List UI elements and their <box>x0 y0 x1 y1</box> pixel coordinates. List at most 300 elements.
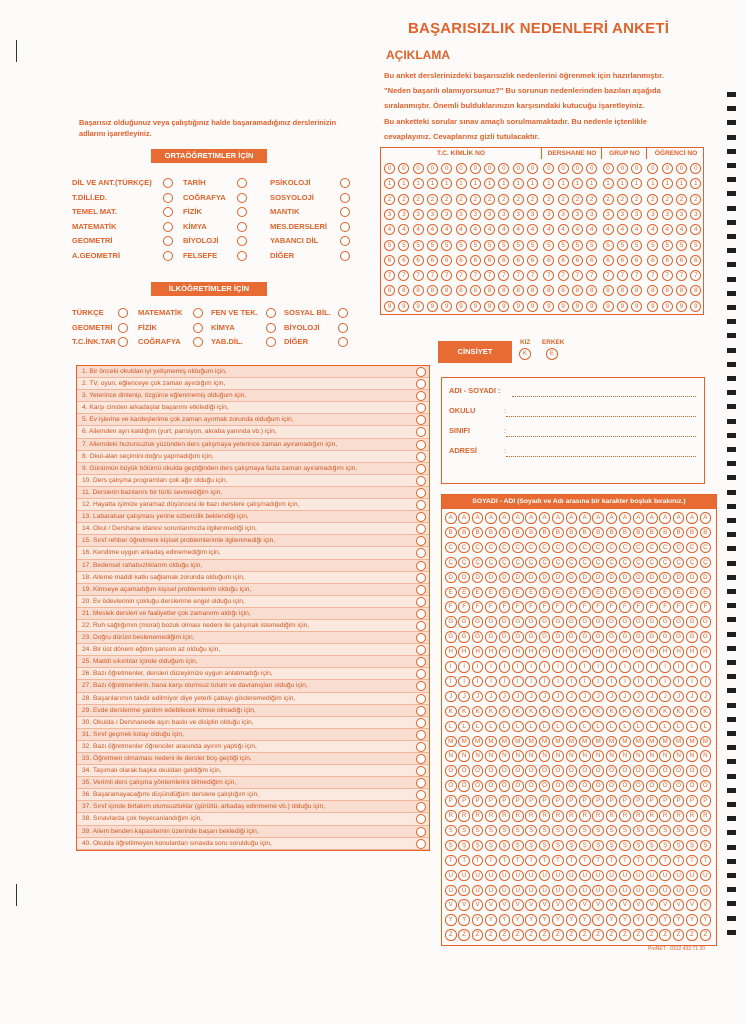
letter-bubble[interactable]: Z <box>633 929 645 941</box>
digit-bubble[interactable]: 7 <box>676 270 687 281</box>
digit-bubble[interactable]: 2 <box>662 194 673 205</box>
digit-bubble[interactable]: 4 <box>527 224 538 235</box>
letter-bubble[interactable]: Ç <box>458 557 470 569</box>
letter-bubble[interactable]: T <box>472 855 484 867</box>
letter-bubble[interactable]: A <box>606 512 618 524</box>
letter-bubble[interactable]: Y <box>579 914 591 926</box>
letter-bubble[interactable]: Ş <box>686 840 698 852</box>
letter-bubble[interactable]: Ö <box>700 780 712 792</box>
digit-bubble[interactable]: 8 <box>484 285 495 296</box>
letter-bubble[interactable]: İ <box>445 676 457 688</box>
letter-bubble[interactable]: T <box>458 855 470 867</box>
letter-bubble[interactable]: Z <box>700 929 712 941</box>
letter-bubble[interactable]: V <box>646 899 658 911</box>
subject-bubble[interactable] <box>118 337 128 347</box>
letter-bubble[interactable]: Ö <box>552 780 564 792</box>
letter-bubble[interactable]: Ç <box>700 557 712 569</box>
letter-bubble[interactable]: N <box>606 750 618 762</box>
digit-bubble[interactable]: 0 <box>413 163 424 174</box>
letter-bubble[interactable]: G <box>566 616 578 628</box>
digit-bubble[interactable]: 9 <box>498 301 509 312</box>
letter-bubble[interactable]: T <box>579 855 591 867</box>
digit-bubble[interactable]: 7 <box>617 270 628 281</box>
question-bubble[interactable] <box>416 621 426 631</box>
letter-bubble[interactable]: I <box>592 661 604 673</box>
letter-bubble[interactable]: M <box>472 736 484 748</box>
question-bubble[interactable] <box>416 488 426 498</box>
letter-bubble[interactable]: İ <box>619 676 631 688</box>
letter-bubble[interactable]: Ç <box>673 557 685 569</box>
letter-bubble[interactable]: G <box>700 616 712 628</box>
question-bubble[interactable] <box>416 609 426 619</box>
letter-bubble[interactable]: O <box>566 765 578 777</box>
letter-bubble[interactable]: Ü <box>606 885 618 897</box>
digit-bubble[interactable]: 0 <box>427 163 438 174</box>
letter-bubble[interactable]: C <box>606 542 618 554</box>
letter-bubble[interactable]: A <box>579 512 591 524</box>
letter-bubble[interactable]: Z <box>458 929 470 941</box>
letter-bubble[interactable]: C <box>472 542 484 554</box>
subject-bubble[interactable] <box>237 222 247 232</box>
letter-bubble[interactable]: Y <box>485 914 497 926</box>
letter-bubble[interactable]: Ç <box>633 557 645 569</box>
digit-bubble[interactable]: 7 <box>456 270 467 281</box>
letter-bubble[interactable]: M <box>673 736 685 748</box>
letter-bubble[interactable]: L <box>458 721 470 733</box>
letter-bubble[interactable]: E <box>458 587 470 599</box>
letter-bubble[interactable]: O <box>606 765 618 777</box>
letter-bubble[interactable]: Y <box>499 914 511 926</box>
letter-bubble[interactable]: Ü <box>512 885 524 897</box>
digit-bubble[interactable]: 4 <box>484 224 495 235</box>
letter-bubble[interactable]: K <box>512 706 524 718</box>
letter-bubble[interactable]: Ç <box>646 557 658 569</box>
letter-bubble[interactable]: U <box>673 870 685 882</box>
digit-bubble[interactable]: 0 <box>441 163 452 174</box>
letter-bubble[interactable]: Ü <box>659 885 671 897</box>
letter-bubble[interactable]: O <box>485 765 497 777</box>
letter-bubble[interactable]: O <box>633 765 645 777</box>
digit-bubble[interactable]: 0 <box>527 163 538 174</box>
letter-bubble[interactable]: L <box>525 721 537 733</box>
letter-bubble[interactable]: J <box>472 691 484 703</box>
letter-bubble[interactable]: N <box>646 750 658 762</box>
letter-bubble[interactable]: K <box>700 706 712 718</box>
letter-bubble[interactable]: Ö <box>579 780 591 792</box>
subject-bubble[interactable] <box>118 308 128 318</box>
digit-bubble[interactable]: 6 <box>572 255 583 266</box>
letter-bubble[interactable]: R <box>499 810 511 822</box>
letter-bubble[interactable]: Ş <box>552 840 564 852</box>
letter-bubble[interactable]: M <box>552 736 564 748</box>
digit-bubble[interactable]: 9 <box>572 301 583 312</box>
letter-bubble[interactable]: E <box>619 587 631 599</box>
letter-bubble[interactable]: P <box>673 795 685 807</box>
digit-bubble[interactable]: 4 <box>662 224 673 235</box>
letter-bubble[interactable]: F <box>512 601 524 613</box>
letter-bubble[interactable]: M <box>566 736 578 748</box>
letter-bubble[interactable]: F <box>633 601 645 613</box>
letter-bubble[interactable]: N <box>592 750 604 762</box>
letter-bubble[interactable]: C <box>592 542 604 554</box>
digit-bubble[interactable]: 9 <box>617 301 628 312</box>
letter-bubble[interactable]: S <box>592 825 604 837</box>
question-bubble[interactable] <box>416 440 426 450</box>
letter-bubble[interactable]: Z <box>592 929 604 941</box>
letter-bubble[interactable]: Ç <box>606 557 618 569</box>
letter-bubble[interactable]: I <box>579 661 591 673</box>
digit-bubble[interactable]: 0 <box>558 163 569 174</box>
letter-bubble[interactable]: K <box>673 706 685 718</box>
digit-bubble[interactable]: 4 <box>617 224 628 235</box>
letter-bubble[interactable]: V <box>485 899 497 911</box>
letter-bubble[interactable]: E <box>512 587 524 599</box>
letter-bubble[interactable]: A <box>472 512 484 524</box>
digit-bubble[interactable]: 0 <box>603 163 614 174</box>
digit-bubble[interactable]: 4 <box>513 224 524 235</box>
letter-bubble[interactable]: O <box>579 765 591 777</box>
digit-bubble[interactable]: 9 <box>384 301 395 312</box>
letter-bubble[interactable]: V <box>619 899 631 911</box>
letter-bubble[interactable]: C <box>659 542 671 554</box>
digit-bubble[interactable]: 8 <box>690 285 701 296</box>
letter-bubble[interactable]: M <box>686 736 698 748</box>
digit-bubble[interactable]: 3 <box>690 209 701 220</box>
letter-bubble[interactable]: D <box>499 572 511 584</box>
digit-bubble[interactable]: 2 <box>631 194 642 205</box>
digit-bubble[interactable]: 9 <box>484 301 495 312</box>
digit-bubble[interactable]: 1 <box>647 178 658 189</box>
letter-bubble[interactable]: Z <box>512 929 524 941</box>
letter-bubble[interactable]: C <box>458 542 470 554</box>
gender-female-bubble[interactable]: K <box>519 348 531 360</box>
letter-bubble[interactable]: Y <box>659 914 671 926</box>
digit-bubble[interactable]: 4 <box>631 224 642 235</box>
letter-bubble[interactable]: R <box>633 810 645 822</box>
letter-bubble[interactable]: S <box>619 825 631 837</box>
letter-bubble[interactable]: C <box>673 542 685 554</box>
letter-bubble[interactable]: Ğ <box>619 631 631 643</box>
digit-bubble[interactable]: 6 <box>441 255 452 266</box>
subject-bubble[interactable] <box>340 236 350 246</box>
letter-bubble[interactable]: N <box>512 750 524 762</box>
letter-bubble[interactable]: D <box>673 572 685 584</box>
letter-bubble[interactable]: N <box>525 750 537 762</box>
letter-bubble[interactable]: Y <box>552 914 564 926</box>
letter-bubble[interactable]: Ç <box>485 557 497 569</box>
digit-bubble[interactable]: 0 <box>617 163 628 174</box>
letter-bubble[interactable]: V <box>552 899 564 911</box>
letter-bubble[interactable]: H <box>525 646 537 658</box>
digit-bubble[interactable]: 3 <box>603 209 614 220</box>
question-bubble[interactable] <box>416 379 426 389</box>
letter-bubble[interactable]: I <box>606 661 618 673</box>
letter-bubble[interactable]: Ö <box>525 780 537 792</box>
letter-bubble[interactable]: R <box>700 810 712 822</box>
letter-bubble[interactable]: K <box>566 706 578 718</box>
letter-bubble[interactable]: Ü <box>539 885 551 897</box>
letter-bubble[interactable]: F <box>659 601 671 613</box>
letter-bubble[interactable]: İ <box>539 676 551 688</box>
letter-bubble[interactable]: R <box>646 810 658 822</box>
letter-bubble[interactable]: B <box>458 527 470 539</box>
letter-bubble[interactable]: Ö <box>673 780 685 792</box>
digit-bubble[interactable]: 6 <box>603 255 614 266</box>
digit-bubble[interactable]: 8 <box>513 285 524 296</box>
subject-bubble[interactable] <box>163 236 173 246</box>
letter-bubble[interactable]: R <box>458 810 470 822</box>
letter-bubble[interactable]: L <box>566 721 578 733</box>
letter-bubble[interactable]: S <box>686 825 698 837</box>
digit-bubble[interactable]: 1 <box>498 178 509 189</box>
letter-bubble[interactable]: P <box>552 795 564 807</box>
subject-bubble[interactable] <box>266 337 276 347</box>
letter-bubble[interactable]: Y <box>619 914 631 926</box>
letter-bubble[interactable]: F <box>686 601 698 613</box>
letter-bubble[interactable]: L <box>552 721 564 733</box>
letter-bubble[interactable]: Ğ <box>566 631 578 643</box>
letter-bubble[interactable]: Ğ <box>633 631 645 643</box>
digit-bubble[interactable]: 7 <box>558 270 569 281</box>
letter-bubble[interactable]: C <box>646 542 658 554</box>
digit-bubble[interactable]: 2 <box>413 194 424 205</box>
letter-bubble[interactable]: C <box>525 542 537 554</box>
digit-bubble[interactable]: 7 <box>470 270 481 281</box>
letter-bubble[interactable]: P <box>472 795 484 807</box>
letter-bubble[interactable]: F <box>539 601 551 613</box>
letter-bubble[interactable]: T <box>686 855 698 867</box>
digit-bubble[interactable]: 6 <box>413 255 424 266</box>
question-bubble[interactable] <box>416 585 426 595</box>
letter-bubble[interactable]: O <box>686 765 698 777</box>
letter-bubble[interactable]: L <box>606 721 618 733</box>
letter-bubble[interactable]: T <box>592 855 604 867</box>
letter-bubble[interactable]: Z <box>659 929 671 941</box>
question-bubble[interactable] <box>416 790 426 800</box>
letter-bubble[interactable]: N <box>700 750 712 762</box>
question-bubble[interactable] <box>416 742 426 752</box>
question-bubble[interactable] <box>416 839 426 849</box>
letter-bubble[interactable]: J <box>458 691 470 703</box>
letter-bubble[interactable]: U <box>512 870 524 882</box>
letter-bubble[interactable]: B <box>633 527 645 539</box>
letter-bubble[interactable]: A <box>458 512 470 524</box>
letter-bubble[interactable]: I <box>673 661 685 673</box>
letter-bubble[interactable]: Ü <box>458 885 470 897</box>
subject-bubble[interactable] <box>338 308 348 318</box>
letter-bubble[interactable]: R <box>445 810 457 822</box>
letter-bubble[interactable]: B <box>619 527 631 539</box>
digit-bubble[interactable]: 4 <box>676 224 687 235</box>
letter-bubble[interactable]: U <box>485 870 497 882</box>
letter-bubble[interactable]: Ö <box>619 780 631 792</box>
digit-bubble[interactable]: 5 <box>527 240 538 251</box>
digit-bubble[interactable]: 5 <box>662 240 673 251</box>
digit-bubble[interactable]: 9 <box>586 301 597 312</box>
letter-bubble[interactable]: Ş <box>619 840 631 852</box>
question-bubble[interactable] <box>416 415 426 425</box>
letter-bubble[interactable]: Ş <box>512 840 524 852</box>
letter-bubble[interactable]: A <box>552 512 564 524</box>
question-bubble[interactable] <box>416 391 426 401</box>
letter-bubble[interactable]: H <box>472 646 484 658</box>
letter-bubble[interactable]: Ş <box>579 840 591 852</box>
letter-bubble[interactable]: M <box>525 736 537 748</box>
letter-bubble[interactable]: E <box>539 587 551 599</box>
letter-bubble[interactable]: C <box>566 542 578 554</box>
letter-bubble[interactable]: Y <box>673 914 685 926</box>
digit-bubble[interactable]: 8 <box>398 285 409 296</box>
letter-bubble[interactable]: Ö <box>485 780 497 792</box>
letter-bubble[interactable]: V <box>592 899 604 911</box>
letter-bubble[interactable]: H <box>659 646 671 658</box>
letter-bubble[interactable]: Ö <box>445 780 457 792</box>
digit-bubble[interactable]: 1 <box>441 178 452 189</box>
letter-bubble[interactable]: U <box>606 870 618 882</box>
digit-bubble[interactable]: 6 <box>527 255 538 266</box>
letter-bubble[interactable]: Y <box>512 914 524 926</box>
letter-bubble[interactable]: K <box>539 706 551 718</box>
letter-bubble[interactable]: Ğ <box>673 631 685 643</box>
digit-bubble[interactable]: 5 <box>617 240 628 251</box>
digit-bubble[interactable]: 0 <box>647 163 658 174</box>
digit-bubble[interactable]: 2 <box>441 194 452 205</box>
letter-bubble[interactable]: H <box>579 646 591 658</box>
subject-bubble[interactable] <box>340 193 350 203</box>
letter-bubble[interactable]: C <box>579 542 591 554</box>
letter-bubble[interactable]: V <box>566 899 578 911</box>
letter-bubble[interactable]: Ö <box>566 780 578 792</box>
letter-bubble[interactable]: S <box>606 825 618 837</box>
question-bubble[interactable] <box>416 464 426 474</box>
subject-bubble[interactable] <box>193 323 203 333</box>
letter-bubble[interactable]: H <box>686 646 698 658</box>
digit-bubble[interactable]: 3 <box>456 209 467 220</box>
letter-bubble[interactable]: L <box>485 721 497 733</box>
digit-bubble[interactable]: 4 <box>427 224 438 235</box>
letter-bubble[interactable]: A <box>539 512 551 524</box>
letter-bubble[interactable]: P <box>499 795 511 807</box>
digit-bubble[interactable]: 4 <box>498 224 509 235</box>
digit-bubble[interactable]: 1 <box>617 178 628 189</box>
letter-bubble[interactable]: Ö <box>686 780 698 792</box>
letter-bubble[interactable]: U <box>700 870 712 882</box>
digit-bubble[interactable]: 9 <box>427 301 438 312</box>
letter-bubble[interactable]: P <box>592 795 604 807</box>
letter-bubble[interactable]: Ö <box>499 780 511 792</box>
letter-bubble[interactable]: P <box>539 795 551 807</box>
question-bubble[interactable] <box>416 694 426 704</box>
letter-bubble[interactable]: D <box>606 572 618 584</box>
letter-bubble[interactable]: J <box>673 691 685 703</box>
digit-bubble[interactable]: 6 <box>558 255 569 266</box>
letter-bubble[interactable]: İ <box>552 676 564 688</box>
question-bubble[interactable] <box>416 827 426 837</box>
letter-bubble[interactable]: J <box>499 691 511 703</box>
subject-bubble[interactable] <box>340 207 350 217</box>
letter-bubble[interactable]: T <box>525 855 537 867</box>
subject-bubble[interactable] <box>340 251 350 261</box>
digit-bubble[interactable]: 6 <box>398 255 409 266</box>
letter-bubble[interactable]: L <box>499 721 511 733</box>
letter-bubble[interactable]: G <box>673 616 685 628</box>
letter-bubble[interactable]: Ü <box>673 885 685 897</box>
letter-bubble[interactable]: Ç <box>592 557 604 569</box>
letter-bubble[interactable]: U <box>579 870 591 882</box>
letter-bubble[interactable]: D <box>472 572 484 584</box>
letter-bubble[interactable]: Ş <box>646 840 658 852</box>
letter-bubble[interactable]: Ü <box>592 885 604 897</box>
letter-bubble[interactable]: İ <box>512 676 524 688</box>
letter-bubble[interactable]: E <box>646 587 658 599</box>
letter-bubble[interactable]: J <box>686 691 698 703</box>
letter-bubble[interactable]: B <box>606 527 618 539</box>
letter-bubble[interactable]: K <box>485 706 497 718</box>
letter-bubble[interactable]: Y <box>606 914 618 926</box>
letter-bubble[interactable]: S <box>566 825 578 837</box>
letter-bubble[interactable]: G <box>579 616 591 628</box>
letter-bubble[interactable]: I <box>472 661 484 673</box>
letter-bubble[interactable]: Y <box>539 914 551 926</box>
letter-bubble[interactable]: Ğ <box>512 631 524 643</box>
digit-bubble[interactable]: 4 <box>647 224 658 235</box>
letter-bubble[interactable]: S <box>539 825 551 837</box>
letter-bubble[interactable]: M <box>592 736 604 748</box>
letter-bubble[interactable]: Ü <box>525 885 537 897</box>
letter-bubble[interactable]: T <box>499 855 511 867</box>
letter-bubble[interactable]: V <box>633 899 645 911</box>
letter-bubble[interactable]: Z <box>606 929 618 941</box>
letter-bubble[interactable]: B <box>686 527 698 539</box>
letter-bubble[interactable]: A <box>499 512 511 524</box>
question-bubble[interactable] <box>416 427 426 437</box>
letter-bubble[interactable]: A <box>633 512 645 524</box>
subject-bubble[interactable] <box>237 251 247 261</box>
letter-bubble[interactable]: N <box>485 750 497 762</box>
letter-bubble[interactable]: Ö <box>512 780 524 792</box>
letter-bubble[interactable]: Ş <box>485 840 497 852</box>
letter-bubble[interactable]: P <box>646 795 658 807</box>
letter-bubble[interactable]: P <box>566 795 578 807</box>
digit-bubble[interactable]: 2 <box>603 194 614 205</box>
letter-bubble[interactable]: I <box>686 661 698 673</box>
digit-bubble[interactable]: 5 <box>676 240 687 251</box>
letter-bubble[interactable]: F <box>592 601 604 613</box>
letter-bubble[interactable]: S <box>499 825 511 837</box>
letter-bubble[interactable]: Ç <box>539 557 551 569</box>
letter-bubble[interactable]: C <box>445 542 457 554</box>
digit-bubble[interactable]: 2 <box>690 194 701 205</box>
letter-bubble[interactable]: Ç <box>512 557 524 569</box>
letter-bubble[interactable]: B <box>592 527 604 539</box>
letter-bubble[interactable]: T <box>606 855 618 867</box>
letter-bubble[interactable]: K <box>579 706 591 718</box>
letter-bubble[interactable]: T <box>646 855 658 867</box>
digit-bubble[interactable]: 5 <box>398 240 409 251</box>
digit-bubble[interactable]: 4 <box>456 224 467 235</box>
letter-bubble[interactable]: R <box>686 810 698 822</box>
letter-bubble[interactable]: E <box>592 587 604 599</box>
letter-bubble[interactable]: K <box>686 706 698 718</box>
question-bubble[interactable] <box>416 524 426 534</box>
letter-bubble[interactable]: M <box>606 736 618 748</box>
letter-bubble[interactable]: G <box>646 616 658 628</box>
letter-bubble[interactable]: D <box>566 572 578 584</box>
letter-bubble[interactable]: T <box>552 855 564 867</box>
letter-bubble[interactable]: Ç <box>552 557 564 569</box>
letter-bubble[interactable]: V <box>539 899 551 911</box>
letter-bubble[interactable]: V <box>445 899 457 911</box>
